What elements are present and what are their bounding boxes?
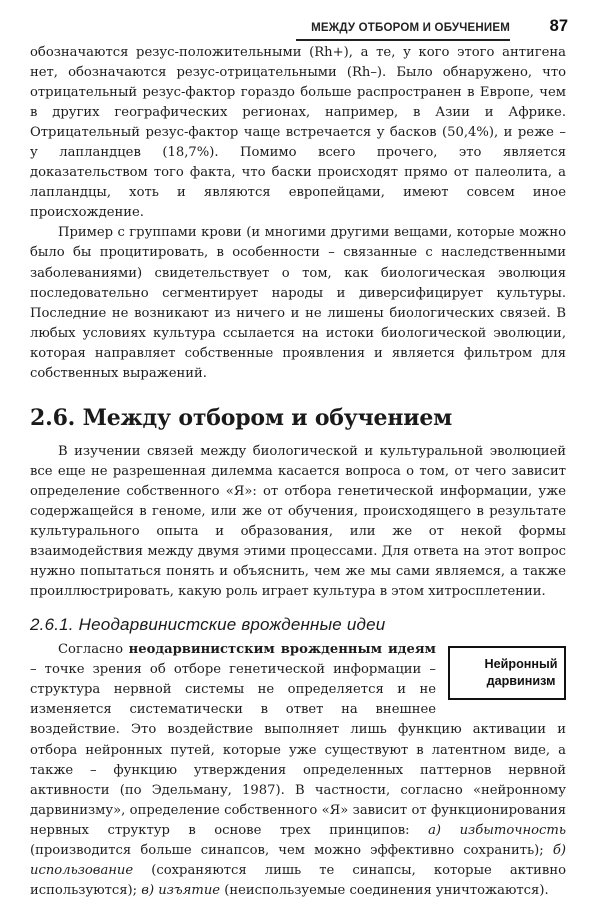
margin-note-line-1: Нейронный [484, 657, 558, 672]
page-body [30, 43, 566, 901]
principle-a-term: избыточность [459, 822, 567, 838]
header-rule [296, 39, 510, 41]
principle-a-text: (производится больше синапсов, чем можно эффективно сохранить); [30, 842, 544, 858]
paragraph-body: – точке зрения об отборе генетической информации – структура нервной системы не определяется и не изменяется систематически в ответ на внешнее воздействие. Это воздействие выполняет лишь функцию активации и отбора нейронных путей, которые уже существуют в латентном виде, а также – функцию утверждения определенных паттернов нервной активности (по Эдельману, 1987). В частности, согласно «нейронному дарвинизму», определение собственного «Я» зависит от функционирования нервных структур в основе трех принципов: [30, 662, 566, 838]
margin-note-line-2: дарвинизм [486, 674, 556, 689]
principle-c-term: изъятие [158, 882, 221, 898]
lead-word: Согласно [58, 642, 124, 658]
paragraph-dilemma: В изучении связей между биологической и культуральной эволюцией все еще не разрешенная дилемма касается вопроса о том, от чего зависит определение собственного «Я»: от отбора генетической информации, уже содержащейся в геноме, или же от обучения, происходящего в результате культурального опыта и образования, или же от некой формы взаимодействия между двумя этими процессами. Для ответа на этот вопрос нужно попытаться понять и объяснить, чем же мы сами являемся, а также проиллюстрировать, какую роль играет культура в этом хитросплетении. [30, 443, 566, 600]
margin-note-box [448, 646, 566, 700]
principle-c-label: в) [141, 882, 155, 898]
principle-a-label: а) [428, 822, 442, 838]
page-number: 87 [549, 17, 568, 35]
running-title: МЕЖДУ ОТБОРОМ И ОБУЧЕНИЕМ [311, 22, 510, 34]
paragraph-blood-groups: Пример с группами крови (и многими другими вещами, которые можно было бы процитировать, в особенности – связанные с наследственными заболеваниями) свидетельствует о том, как биологическая эволюция последовательно сегментирует народы и диверсифицирует культуры. Последние не возникают из ничего и не лишены биологических связей. В любых условиях культура ссылается на истоки биологической эволюции, которая направляет собственные проявления и является фильтром для собственных выражений. [30, 225, 566, 381]
section-heading: 2.6. Между отбором и обучением [30, 404, 453, 431]
principle-b-text: (сохраняются лишь те синапсы, которые активно используются); [30, 862, 566, 898]
principle-b-term: использование [30, 862, 134, 878]
principle-c-text: (неиспользуемые соединения уничтожаются). [224, 882, 549, 898]
principle-b-label: б) [552, 842, 566, 858]
page-header [30, 14, 568, 40]
paragraph-neodarwinism [30, 640, 566, 901]
paragraph-blood-rh: обозначаются резус-положительными (Rh+), а те, у кого этого антигена нет, обозначаются резус-отрицательными (Rh–). Было обнаружено, что отрицательный резус-фактор гораздо больше распространен в Европе, чем в других географических регионах, например, в Азии и Африке. Отрицательный резус-фактор чаще встречается у басков (50,4%), и реже – у лапландцев (18,7%). Помимо всего прочего, это является доказательством того факта, что баски происходят прямо от палеолита, а лапландцы, хоть и являются европейцами, имеют совсем иное происхождение. [30, 45, 566, 221]
key-term: неодарвинистским врожденным идеям [128, 642, 436, 658]
subsection-heading: 2.6.1. Неодарвинистские врожденные идеи [30, 615, 386, 635]
